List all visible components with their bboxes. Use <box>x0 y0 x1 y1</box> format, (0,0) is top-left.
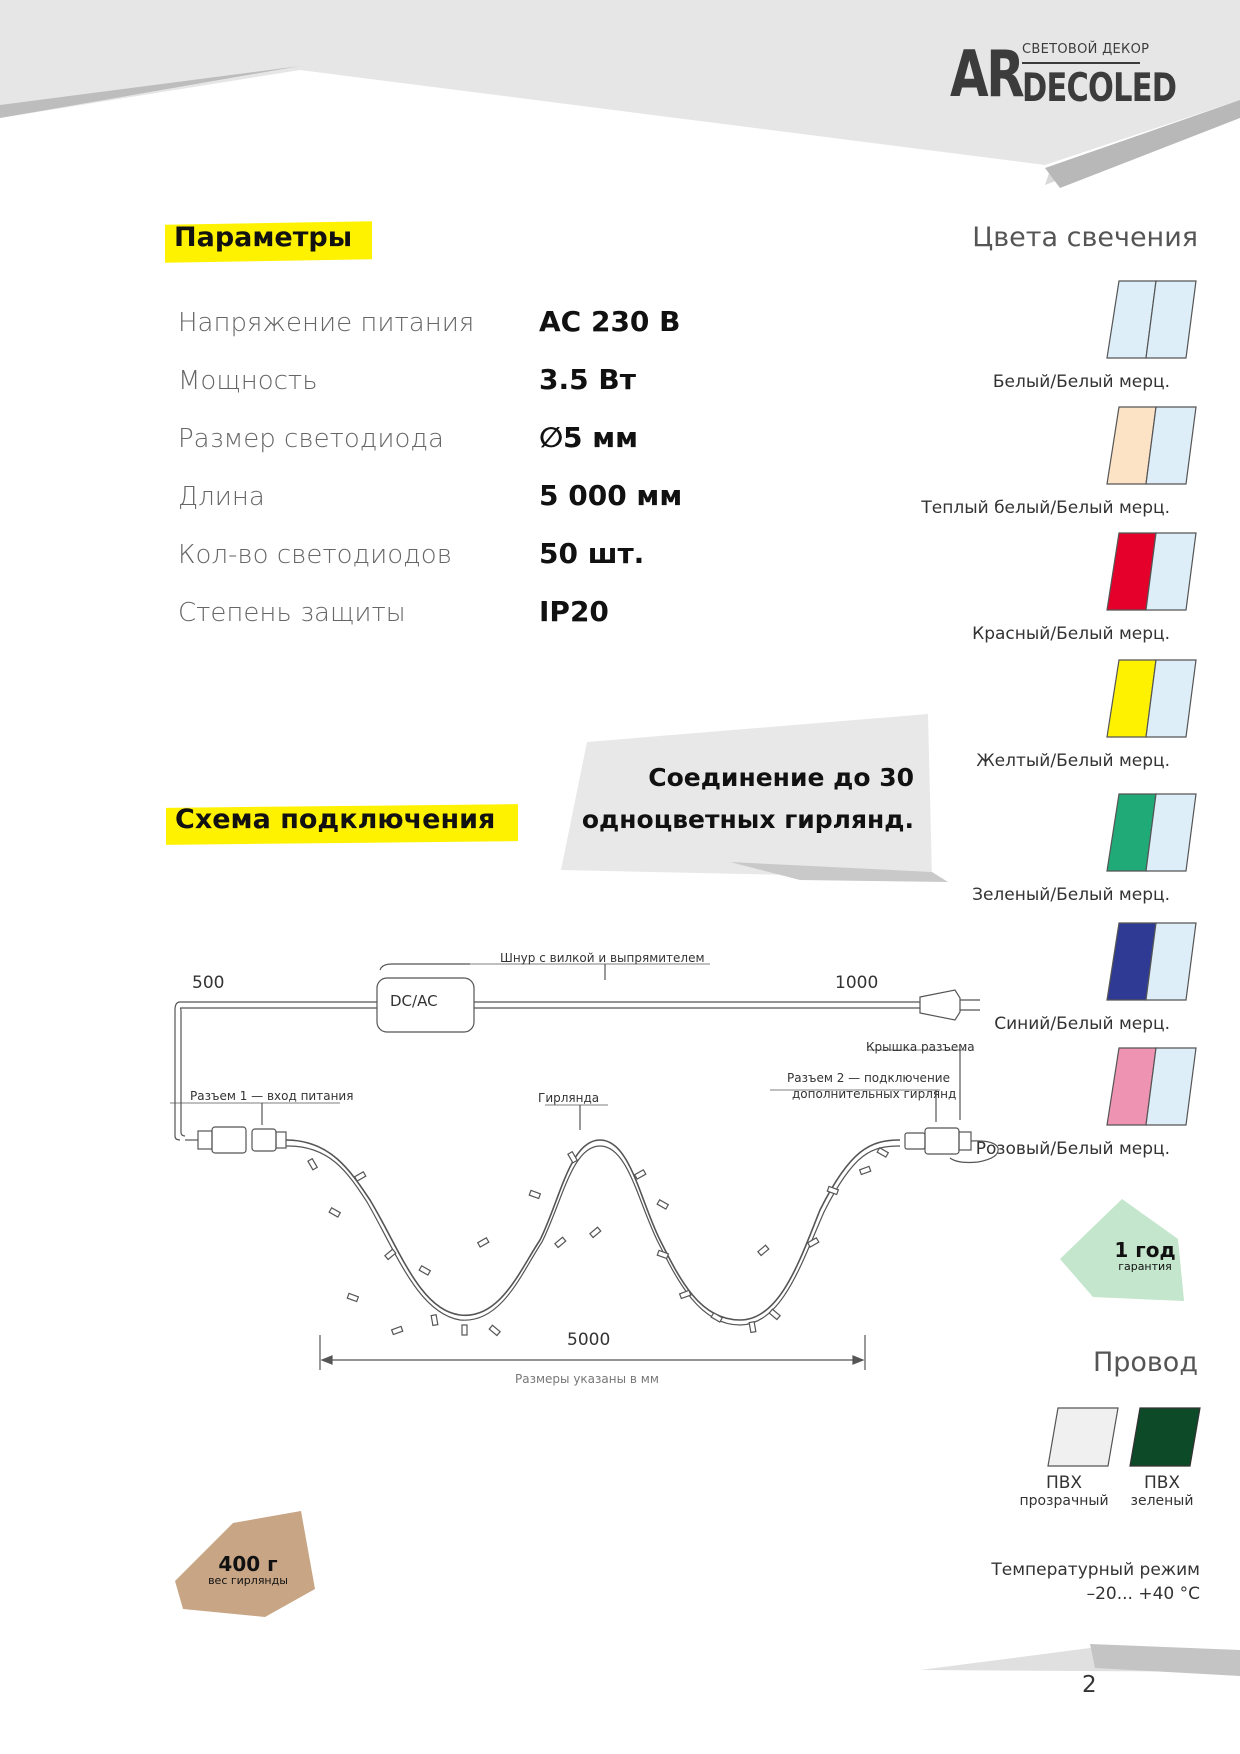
wire-type: ПВХ <box>1045 1473 1083 1493</box>
connector-cap-label: Крышка разъема <box>866 1040 975 1054</box>
color-swatch <box>1106 793 1208 875</box>
logo-tagline: СВЕТОВОЙ ДЕКОР <box>1022 42 1150 57</box>
param-label: Размер светодиода <box>178 424 444 454</box>
page-number: 2 <box>1082 1672 1097 1698</box>
callout-line-2: одноцветных гирлянд. <box>581 805 914 834</box>
param-label: Степень защиты <box>178 598 406 628</box>
garland-label: Гирлянда <box>538 1091 600 1105</box>
logo-mark: AR <box>950 38 1023 112</box>
color-swatch-label: Розовый/Белый мерц. <box>975 1139 1170 1159</box>
wire-sub: зеленый <box>1130 1493 1194 1509</box>
weight-value: 400 г <box>218 1552 278 1576</box>
dc-ac-box-label: DC/AC <box>390 992 438 1010</box>
wire-sub: прозрачный <box>1019 1493 1109 1509</box>
logo-divider <box>1022 62 1140 64</box>
color-swatch <box>1106 280 1208 362</box>
weight-label: вес гирлянды <box>208 1574 288 1587</box>
color-swatch-label: Красный/Белый мерц. <box>972 624 1170 644</box>
param-value: ∅5 мм <box>539 421 638 454</box>
temperature-mode <box>991 1558 1200 1606</box>
logo-name: DECOLED <box>1022 66 1177 111</box>
warranty-label: гарантия <box>1118 1260 1172 1273</box>
color-swatch-label: Зеленый/Белый мерц. <box>972 885 1170 905</box>
wire-title: Провод <box>1092 1347 1198 1378</box>
color-swatch-label: Белый/Белый мерц. <box>992 372 1170 392</box>
temperature-label: Температурный режим <box>991 1560 1200 1580</box>
garland-length: 5000 <box>567 1330 611 1350</box>
footer-band <box>920 1640 1240 1700</box>
color-swatch <box>1106 1047 1208 1129</box>
param-value: 3.5 Вт <box>539 363 636 396</box>
param-value: 5 000 мм <box>539 479 683 512</box>
parameters-title: Параметры <box>174 222 353 253</box>
color-swatch <box>1106 532 1208 614</box>
param-value: 50 шт. <box>539 537 645 570</box>
dimension-left: 500 <box>192 973 225 993</box>
color-swatch-label: Желтый/Белый мерц. <box>976 751 1170 771</box>
color-swatch-label: Теплый белый/Белый мерц. <box>921 498 1170 518</box>
warranty-value: 1 год <box>1114 1238 1176 1262</box>
weight-text <box>208 1552 288 1587</box>
connector-1-label: Разъем 1 — вход питания <box>190 1089 354 1103</box>
dimension-right: 1000 <box>835 973 879 993</box>
connector-2-label-1: Разъем 2 — подключение <box>787 1071 950 1085</box>
color-swatch <box>1106 406 1208 488</box>
param-label: Мощность <box>178 366 318 396</box>
wire-option-green <box>1102 1473 1222 1509</box>
scheme-title: Схема подключения <box>175 804 496 835</box>
warranty-text <box>1110 1238 1180 1273</box>
param-value: IP20 <box>539 595 609 628</box>
param-value: AC 230 В <box>539 305 681 338</box>
cord-label: Шнур с вилкой и выпрямителем <box>500 951 705 965</box>
connector-2-label-2: дополнительных гирлянд <box>792 1087 957 1101</box>
color-swatch <box>1106 922 1208 1004</box>
color-swatch <box>1106 659 1208 741</box>
units-note: Размеры указаны в мм <box>515 1372 659 1386</box>
param-label: Напряжение питания <box>178 308 475 338</box>
wire-swatch-green <box>1130 1408 1202 1468</box>
callout-text <box>494 757 914 841</box>
wire-swatch-clear <box>1048 1408 1120 1468</box>
wire-type: ПВХ <box>1143 1473 1181 1493</box>
param-label: Кол-во светодиодов <box>178 540 452 570</box>
callout-line-1: Соединение до 30 <box>648 763 914 792</box>
brand-logo <box>950 38 1177 118</box>
param-label: Длина <box>178 482 265 512</box>
color-swatch-label: Синий/Белый мерц. <box>994 1014 1170 1034</box>
temperature-range: –20... +40 °С <box>1086 1584 1200 1604</box>
colors-title: Цвета свечения <box>972 222 1198 253</box>
parameters-table <box>178 305 738 645</box>
